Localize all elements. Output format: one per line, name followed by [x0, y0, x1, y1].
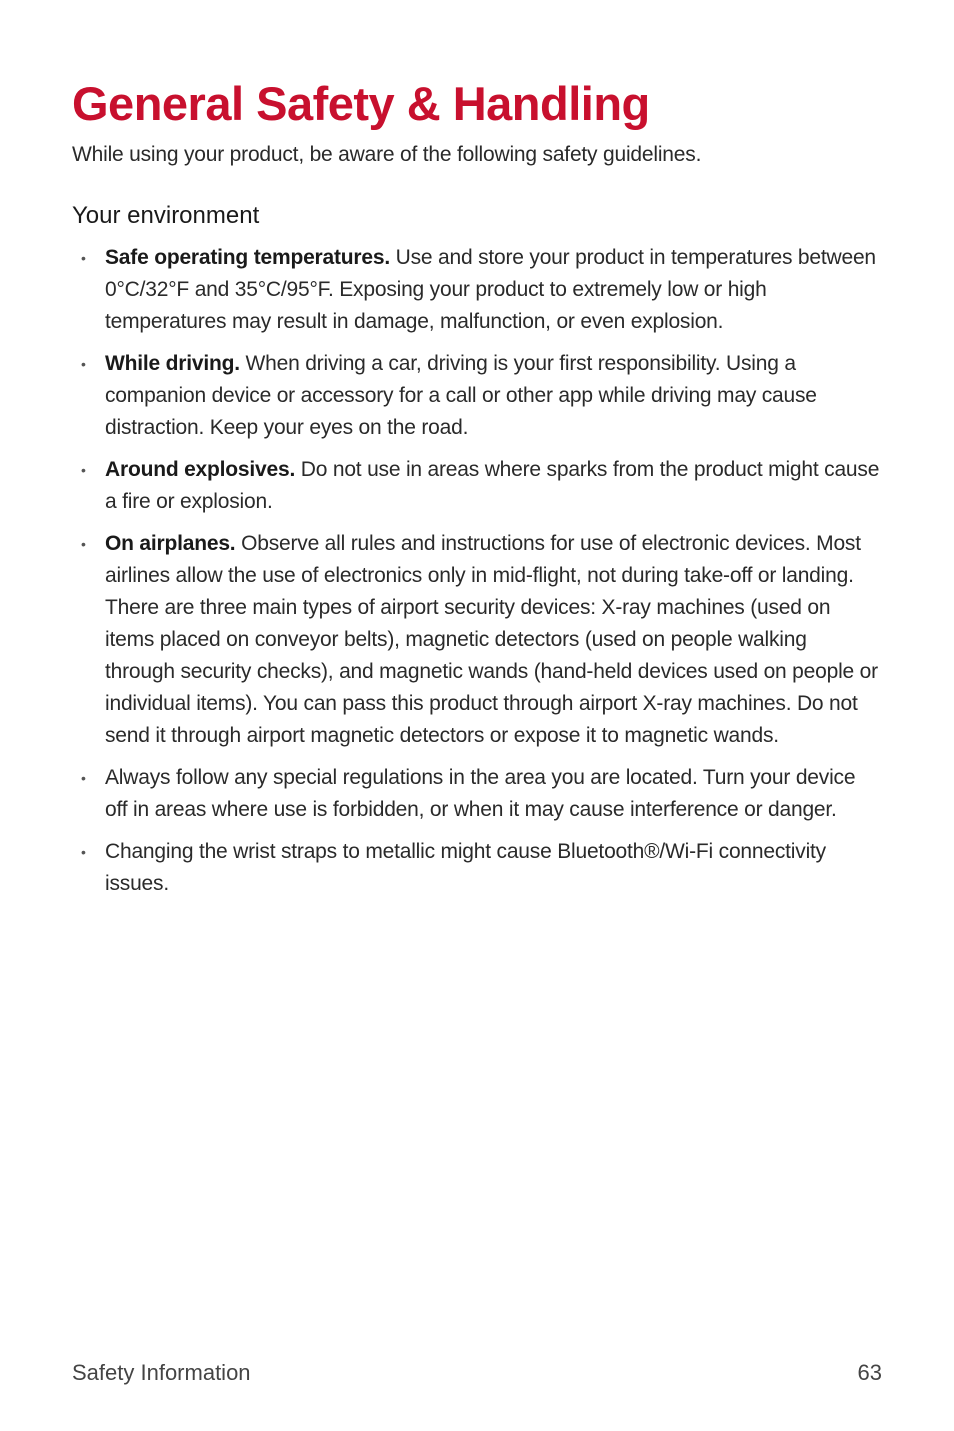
bullet-text: Observe all rules and instructions for use of electronic devices. Most airlines allow the use of electronics only in mid-flight, not during take-off or landing. There are three main types of airport security devices: X-ray machines (used on items placed on conveyor belts), magnetic detectors (used on people walking through security checks), and magnetic wands (hand-held devices used on people or individual items). You can pass this product through airport X-ray machines. Do not send it through airport magnetic detectors or expose it to magnetic wands.	[105, 532, 878, 747]
safety-bullet-list	[72, 242, 882, 900]
bullet-dot-icon: •	[81, 250, 86, 266]
bullet-lead: While driving.	[105, 352, 240, 375]
bullet-while-driving	[72, 348, 882, 444]
bullet-dot-icon: •	[81, 356, 86, 372]
bullet-dot-icon: •	[81, 536, 86, 552]
bullet-dot-icon: •	[81, 462, 86, 478]
bullet-text: Use and store your product in temperatures between 0°C/32°F and 35°C/95°F. Exposing your product to extremely low or high temperatures may result in damage, malfunction, or even explosion.	[105, 246, 876, 333]
bullet-lead: On airplanes.	[105, 532, 236, 555]
section-heading: Your environment	[72, 202, 260, 229]
bullet-text: When driving a car, driving is your first responsibility. Using a companion device or accessory for a call or other app while driving may cause distraction. Keep your eyes on the road.	[105, 352, 817, 439]
bullet-text: Changing the wrist straps to metallic might cause Bluetooth®/Wi-Fi connectivity issues.	[105, 840, 826, 895]
bullet-safe-operating-temperatures	[72, 242, 882, 338]
bullet-lead: Around explosives.	[105, 458, 296, 481]
bullet-dot-icon: •	[81, 844, 86, 860]
bullet-special-regulations	[72, 762, 882, 826]
page-footer	[72, 1356, 882, 1390]
bullet-dot-icon: •	[81, 770, 86, 786]
page-number: 63	[857, 1360, 882, 1385]
page-title: General Safety & Handling	[72, 77, 650, 130]
bullet-wrist-straps	[72, 836, 882, 900]
bullet-lead: Safe operating temperatures.	[105, 246, 390, 269]
bullet-text: Always follow any special regulations in the area you are located. Turn your device off in areas where use is forbidden, or when it may cause interference or danger.	[105, 766, 856, 821]
document-page	[72, 72, 882, 910]
bullet-around-explosives	[72, 454, 882, 518]
bullet-text: Do not use in areas where sparks from the product might cause a fire or explosion.	[105, 458, 880, 513]
bullet-on-airplanes	[72, 528, 882, 752]
footer-section-label: Safety Information	[72, 1360, 251, 1385]
intro-paragraph: While using your product, be aware of the following safety guidelines.	[72, 143, 702, 166]
